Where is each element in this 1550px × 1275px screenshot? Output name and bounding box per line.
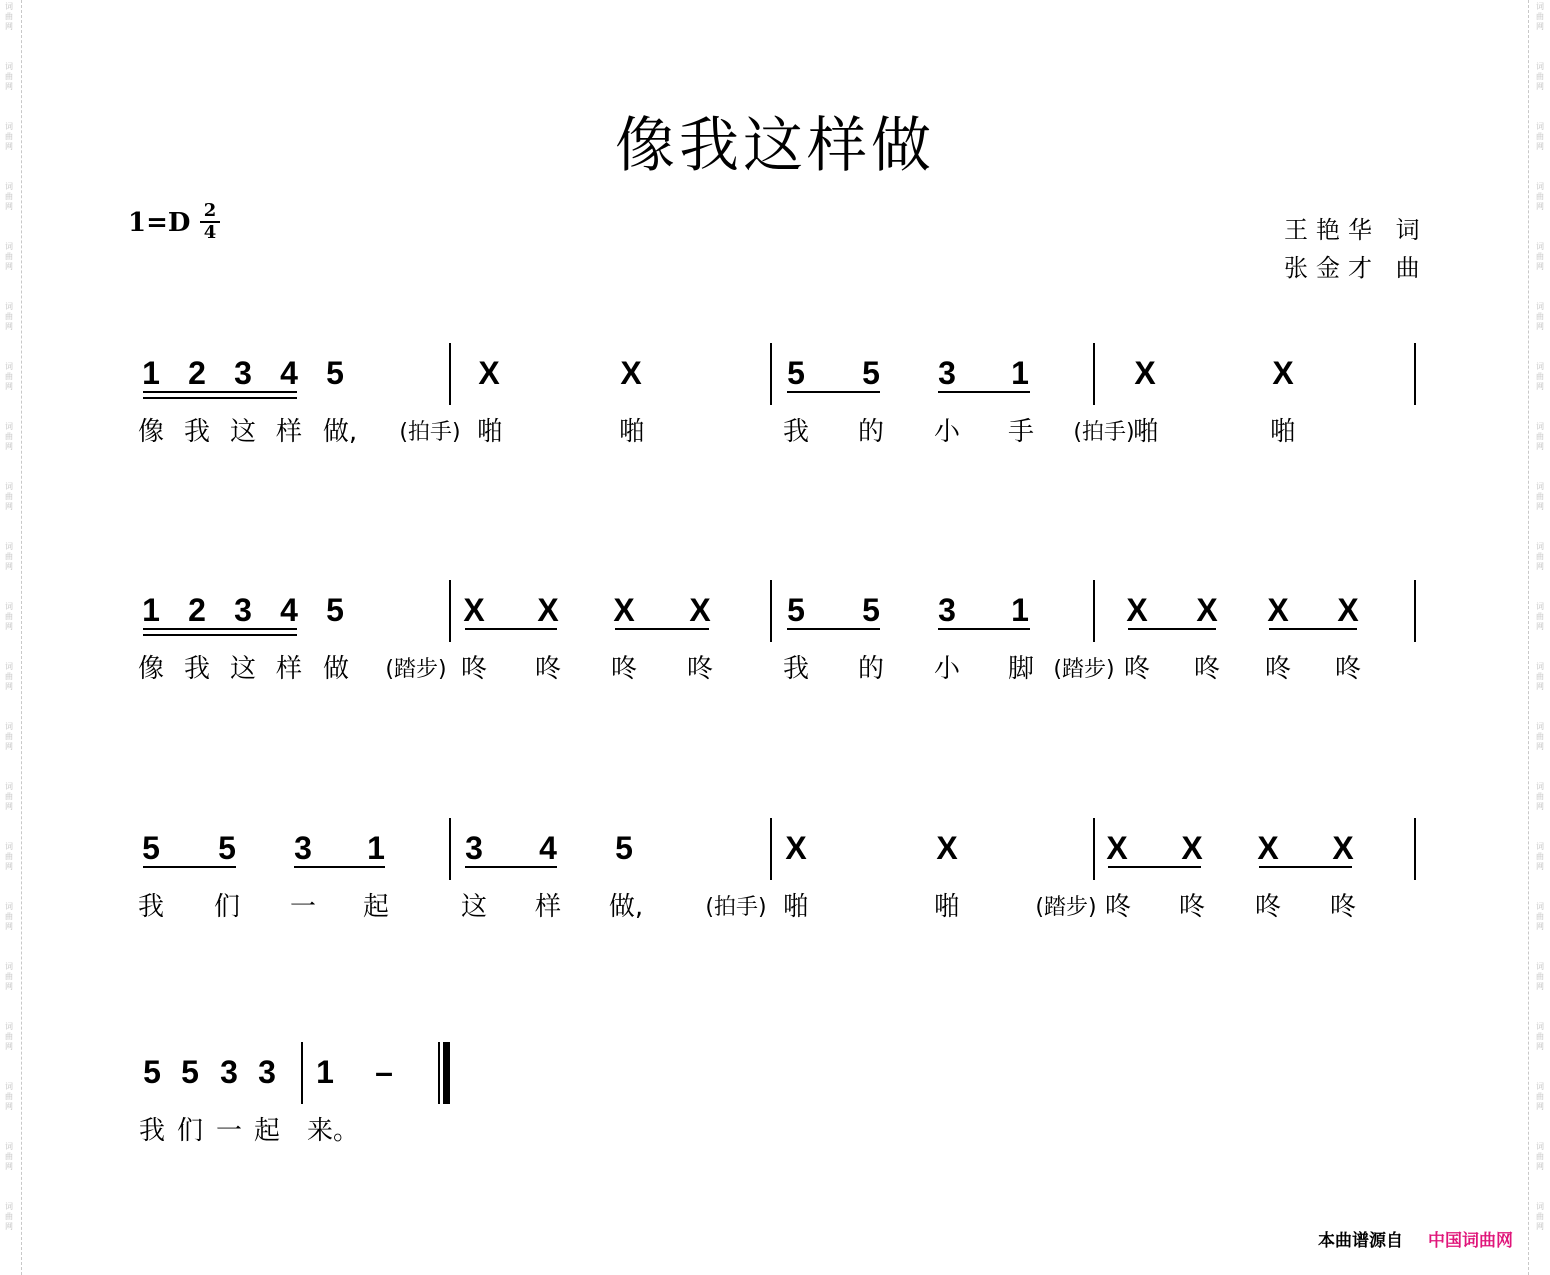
beam-underline	[143, 634, 297, 636]
lyric-syllable: 做,	[322, 417, 358, 447]
watermark-text: 词曲网	[1536, 962, 1544, 991]
bar-line	[1414, 818, 1416, 880]
note: X	[1126, 592, 1148, 628]
lyric-syllable: 做	[322, 654, 349, 684]
beam-underline	[615, 628, 709, 630]
lyric-syllable: 小	[933, 417, 960, 447]
lyric-syllable: 咚	[534, 654, 561, 684]
note: 5	[181, 1054, 199, 1090]
bar-line	[1093, 343, 1095, 405]
lyric-syllable: 咚	[1104, 892, 1131, 922]
lyric-syllable: 起	[362, 892, 389, 922]
note: 5	[787, 355, 805, 391]
footer-source-label: 本曲谱源自	[1318, 1231, 1403, 1251]
note: X	[463, 592, 485, 628]
bar-line	[301, 1042, 303, 1104]
note: X	[689, 592, 711, 628]
lyric-syllable: 们	[213, 892, 240, 922]
watermark-text: 词曲网	[5, 782, 13, 811]
note: –	[375, 1054, 393, 1090]
lyric-syllable: 我	[183, 417, 210, 447]
watermark-text: 词曲网	[1536, 62, 1544, 91]
lyric-syllable: 咚	[610, 654, 637, 684]
watermark-text: 词曲网	[5, 1082, 13, 1111]
watermark-text: 词曲网	[1536, 1142, 1544, 1171]
watermark-text: 词曲网	[5, 1142, 13, 1171]
lyric-syllable: 啪	[1132, 417, 1159, 447]
lyric-annotation: (拍手)	[705, 895, 767, 920]
note: 1	[1011, 592, 1029, 628]
lyric-syllable: 咚	[1334, 654, 1361, 684]
lyric-syllable: 我	[138, 1116, 165, 1146]
beam-underline	[143, 391, 297, 393]
note: 4	[539, 830, 557, 866]
lyric-syllable: 样	[275, 417, 302, 447]
note: 1	[1011, 355, 1029, 391]
beam-underline	[143, 397, 297, 399]
lyric-syllable: 咚	[1123, 654, 1150, 684]
lyric-annotation: (拍手)	[1073, 420, 1135, 445]
lyric-syllable: 来。	[307, 1116, 360, 1146]
watermark-text: 词曲网	[1536, 902, 1544, 931]
watermark-text: 词曲网	[1536, 722, 1544, 751]
watermark-text: 词曲网	[1536, 1022, 1544, 1051]
note: X	[1332, 830, 1354, 866]
note: X	[537, 592, 559, 628]
lyric-syllable: 样	[275, 654, 302, 684]
lyric-syllable: 咚	[1193, 654, 1220, 684]
beam-underline	[465, 866, 557, 868]
note: X	[620, 355, 642, 391]
watermark-text: 词曲网	[1536, 542, 1544, 571]
lyric-syllable: 我	[183, 654, 210, 684]
bar-line	[1093, 580, 1095, 642]
final-bar-thick	[443, 1042, 450, 1104]
bar-line	[1414, 580, 1416, 642]
note: 2	[188, 355, 206, 391]
lyric-syllable: 咚	[1254, 892, 1281, 922]
left-edge-line	[21, 0, 22, 1275]
note: 4	[280, 355, 298, 391]
lyric-syllable: 的	[857, 417, 884, 447]
beam-underline	[787, 391, 880, 393]
watermark-text: 词曲网	[5, 542, 13, 571]
lyric-syllable: 啪	[618, 417, 645, 447]
lyric-syllable: 像	[137, 417, 164, 447]
time-signature	[200, 202, 220, 242]
lyric-syllable: 啪	[782, 892, 809, 922]
lyric-annotation: (踏步)	[385, 657, 447, 682]
lyric-syllable: 样	[534, 892, 561, 922]
beam-underline	[1259, 866, 1352, 868]
lyric-syllable: 我	[782, 654, 809, 684]
watermark-text: 词曲网	[1536, 182, 1544, 211]
watermark-text: 词曲网	[5, 242, 13, 271]
beam-underline	[938, 628, 1030, 630]
watermark-text: 词曲网	[1536, 662, 1544, 691]
lyric-syllable: 咚	[460, 654, 487, 684]
note: 3	[220, 1054, 238, 1090]
lyric-syllable: 一	[215, 1116, 242, 1146]
note: 5	[615, 830, 633, 866]
watermark-text: 词曲网	[5, 842, 13, 871]
note: 5	[218, 830, 236, 866]
lyric-syllable: 咚	[1178, 892, 1205, 922]
beam-underline	[938, 391, 1030, 393]
lyric-syllable: 起	[253, 1116, 280, 1146]
lyric-syllable: 小	[933, 654, 960, 684]
watermark-text: 词曲网	[5, 2, 13, 31]
note: 5	[787, 592, 805, 628]
watermark-text: 词曲网	[1536, 782, 1544, 811]
beam-underline	[787, 628, 880, 630]
watermark-text: 词曲网	[1536, 302, 1544, 331]
lyric-syllable: 咚	[1329, 892, 1356, 922]
note: 5	[143, 1054, 161, 1090]
lyric-syllable: 我	[782, 417, 809, 447]
note: 3	[294, 830, 312, 866]
bar-line	[449, 818, 451, 880]
watermark-text: 词曲网	[1536, 1202, 1544, 1231]
note: X	[613, 592, 635, 628]
note: 1	[367, 830, 385, 866]
final-bar-thin	[438, 1042, 440, 1104]
note: X	[936, 830, 958, 866]
lyric-syllable: 咚	[1264, 654, 1291, 684]
note: 1	[142, 355, 160, 391]
lyric-syllable: 啪	[1269, 417, 1296, 447]
right-edge-line	[1528, 0, 1529, 1275]
beam-underline	[294, 866, 385, 868]
lyric-syllable: 的	[857, 654, 884, 684]
watermark-text: 词曲网	[5, 602, 13, 631]
watermark-text: 词曲网	[1536, 2, 1544, 31]
lyric-syllable: 啪	[933, 892, 960, 922]
time-signature-denominator: 4	[203, 222, 217, 243]
note: 5	[142, 830, 160, 866]
watermark-text: 词曲网	[5, 302, 13, 331]
beam-underline	[465, 628, 557, 630]
note: 4	[280, 592, 298, 628]
bar-line	[449, 343, 451, 405]
note: X	[1134, 355, 1156, 391]
watermark-text: 词曲网	[5, 1202, 13, 1231]
lyric-syllable: 我	[137, 892, 164, 922]
lyric-syllable: 这	[229, 654, 256, 684]
lyric-syllable: 咚	[686, 654, 713, 684]
lyric-syllable: 啪	[476, 417, 503, 447]
note: 5	[326, 592, 344, 628]
note: X	[785, 830, 807, 866]
lyric-syllable: 手	[1007, 417, 1034, 447]
lyric-syllable: 像	[137, 654, 164, 684]
lyric-syllable: 这	[460, 892, 487, 922]
beam-underline	[143, 628, 297, 630]
note: 5	[326, 355, 344, 391]
note: X	[1181, 830, 1203, 866]
watermark-text: 词曲网	[5, 62, 13, 91]
key-signature: 1=D	[128, 208, 191, 238]
lyric-syllable: 做,	[608, 892, 644, 922]
composer-credit: 张金才 曲	[1284, 254, 1428, 282]
note: X	[1267, 592, 1289, 628]
lyric-syllable: 们	[176, 1116, 203, 1146]
watermark-text: 词曲网	[1536, 482, 1544, 511]
beam-underline	[1128, 628, 1216, 630]
note: 5	[862, 592, 880, 628]
footer-source-site[interactable]: 中国词曲网	[1428, 1231, 1513, 1251]
note: X	[1257, 830, 1279, 866]
watermark-text: 词曲网	[5, 122, 13, 151]
beam-underline	[1269, 628, 1357, 630]
lyric-annotation: (踏步)	[1053, 657, 1115, 682]
lyric-annotation: (拍手)	[399, 420, 461, 445]
lyric-syllable: 脚	[1007, 654, 1034, 684]
watermark-text: 词曲网	[5, 182, 13, 211]
watermark-text: 词曲网	[1536, 1082, 1544, 1111]
note: X	[1106, 830, 1128, 866]
watermark-text: 词曲网	[1536, 602, 1544, 631]
note: 3	[258, 1054, 276, 1090]
watermark-text: 词曲网	[1536, 122, 1544, 151]
watermark-text: 词曲网	[5, 662, 13, 691]
watermark-text: 词曲网	[1536, 242, 1544, 271]
note: 2	[188, 592, 206, 628]
beam-underline	[143, 866, 236, 868]
bar-line	[770, 580, 772, 642]
note: 5	[862, 355, 880, 391]
watermark-text: 词曲网	[5, 962, 13, 991]
lyricist-credit: 王艳华 词	[1284, 216, 1428, 244]
note: 3	[465, 830, 483, 866]
note: 1	[142, 592, 160, 628]
note: 3	[938, 355, 956, 391]
note: X	[1337, 592, 1359, 628]
time-signature-numerator: 2	[203, 200, 217, 221]
watermark-text: 词曲网	[1536, 362, 1544, 391]
watermark-text: 词曲网	[5, 722, 13, 751]
bar-line	[770, 343, 772, 405]
note: X	[1196, 592, 1218, 628]
watermark-text: 词曲网	[1536, 422, 1544, 451]
beam-underline	[1108, 866, 1201, 868]
note: 3	[938, 592, 956, 628]
note: X	[1272, 355, 1294, 391]
note: X	[478, 355, 500, 391]
watermark-text: 词曲网	[5, 1022, 13, 1051]
note: 3	[234, 355, 252, 391]
note: 1	[316, 1054, 334, 1090]
lyric-syllable: 这	[229, 417, 256, 447]
watermark-text: 词曲网	[5, 362, 13, 391]
lyric-annotation: (踏步)	[1035, 895, 1097, 920]
bar-line	[449, 580, 451, 642]
watermark-text: 词曲网	[1536, 842, 1544, 871]
bar-line	[1093, 818, 1095, 880]
watermark-text: 词曲网	[5, 902, 13, 931]
note: 3	[234, 592, 252, 628]
lyric-syllable: 一	[289, 892, 316, 922]
watermark-text: 词曲网	[5, 422, 13, 451]
page-title: 像我这样做	[615, 111, 935, 181]
bar-line	[1414, 343, 1416, 405]
bar-line	[770, 818, 772, 880]
watermark-text: 词曲网	[5, 482, 13, 511]
